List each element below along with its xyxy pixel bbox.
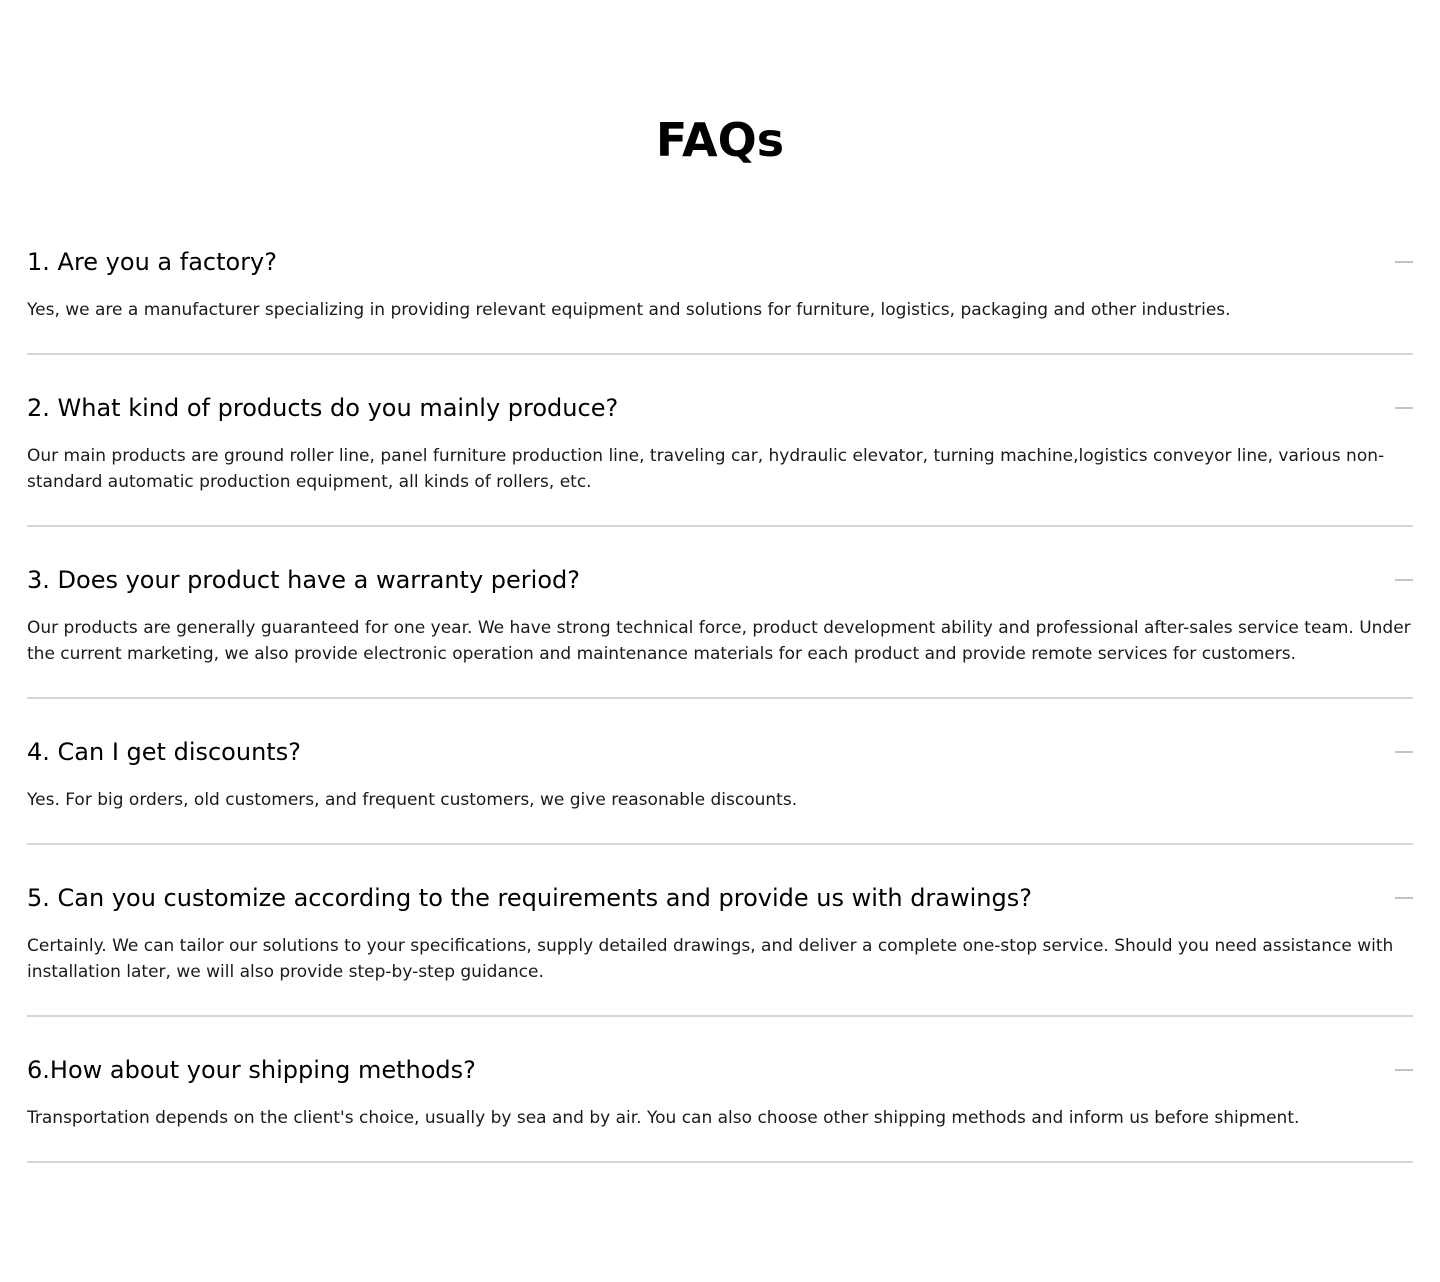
minus-icon[interactable]	[1395, 1069, 1413, 1071]
faq-question-toggle[interactable]	[27, 735, 1413, 769]
minus-icon[interactable]	[1395, 407, 1413, 409]
faq-answer: Yes. For big orders, old customers, and frequent customers, we give reasonable discounts.	[27, 790, 798, 810]
faq-question-toggle[interactable]	[27, 563, 1413, 597]
faq-question: 4. Can I get discounts?	[27, 738, 301, 766]
faq-answer: Yes, we are a manufacturer specializing in providing relevant equipment and solutions for furniture, logistics, packaging and other industries.	[27, 300, 1231, 320]
faq-answer: Our main products are ground roller line, panel furniture production line, traveling car, hydraulic elevator, turning machine,logistics conveyor line, various non-standard automatic production equipment, all kinds of rollers, etc.	[27, 446, 1385, 492]
faq-question: 6.How about your shipping methods?	[27, 1056, 476, 1084]
faq-question-toggle[interactable]	[27, 391, 1413, 425]
faq-answer: Transportation depends on the client's choice, usually by sea and by air. You can also choose other shipping methods and inform us before shipment.	[27, 1108, 1300, 1128]
page-title: FAQs	[655, 113, 785, 167]
faq-item-3	[27, 563, 1413, 699]
faq-item-1	[27, 245, 1413, 355]
faq-question: 2. What kind of products do you mainly produce?	[27, 394, 619, 422]
faq-question: 5. Can you customize according to the requirements and provide us with drawings?	[27, 884, 1032, 912]
faq-question-toggle[interactable]	[27, 1053, 1413, 1087]
minus-icon[interactable]	[1395, 579, 1413, 581]
faq-question: 3. Does your product have a warranty period?	[27, 566, 580, 594]
minus-icon[interactable]	[1395, 261, 1413, 263]
faq-answer: Certainly. We can tailor our solutions to your specifications, supply detailed drawings, and deliver a complete one-stop service. Should you need assistance with installation later, we will also provide step-by-step guidance.	[27, 936, 1394, 982]
faq-item-4	[27, 735, 1413, 845]
faq-question-toggle[interactable]	[27, 245, 1413, 279]
faq-item-5	[27, 881, 1413, 1017]
faq-question: 1. Are you a factory?	[27, 248, 277, 276]
minus-icon[interactable]	[1395, 751, 1413, 753]
faq-item-6	[27, 1053, 1413, 1163]
faq-question-toggle[interactable]	[27, 881, 1413, 915]
faq-answer: Our products are generally guaranteed for one year. We have strong technical force, product development ability and professional after-sales service team. Under the current marketing, we also provide electronic operation and maintenance materials for each product and provide remote services for customers.	[27, 618, 1411, 664]
faq-item-2	[27, 391, 1413, 527]
minus-icon[interactable]	[1395, 897, 1413, 899]
